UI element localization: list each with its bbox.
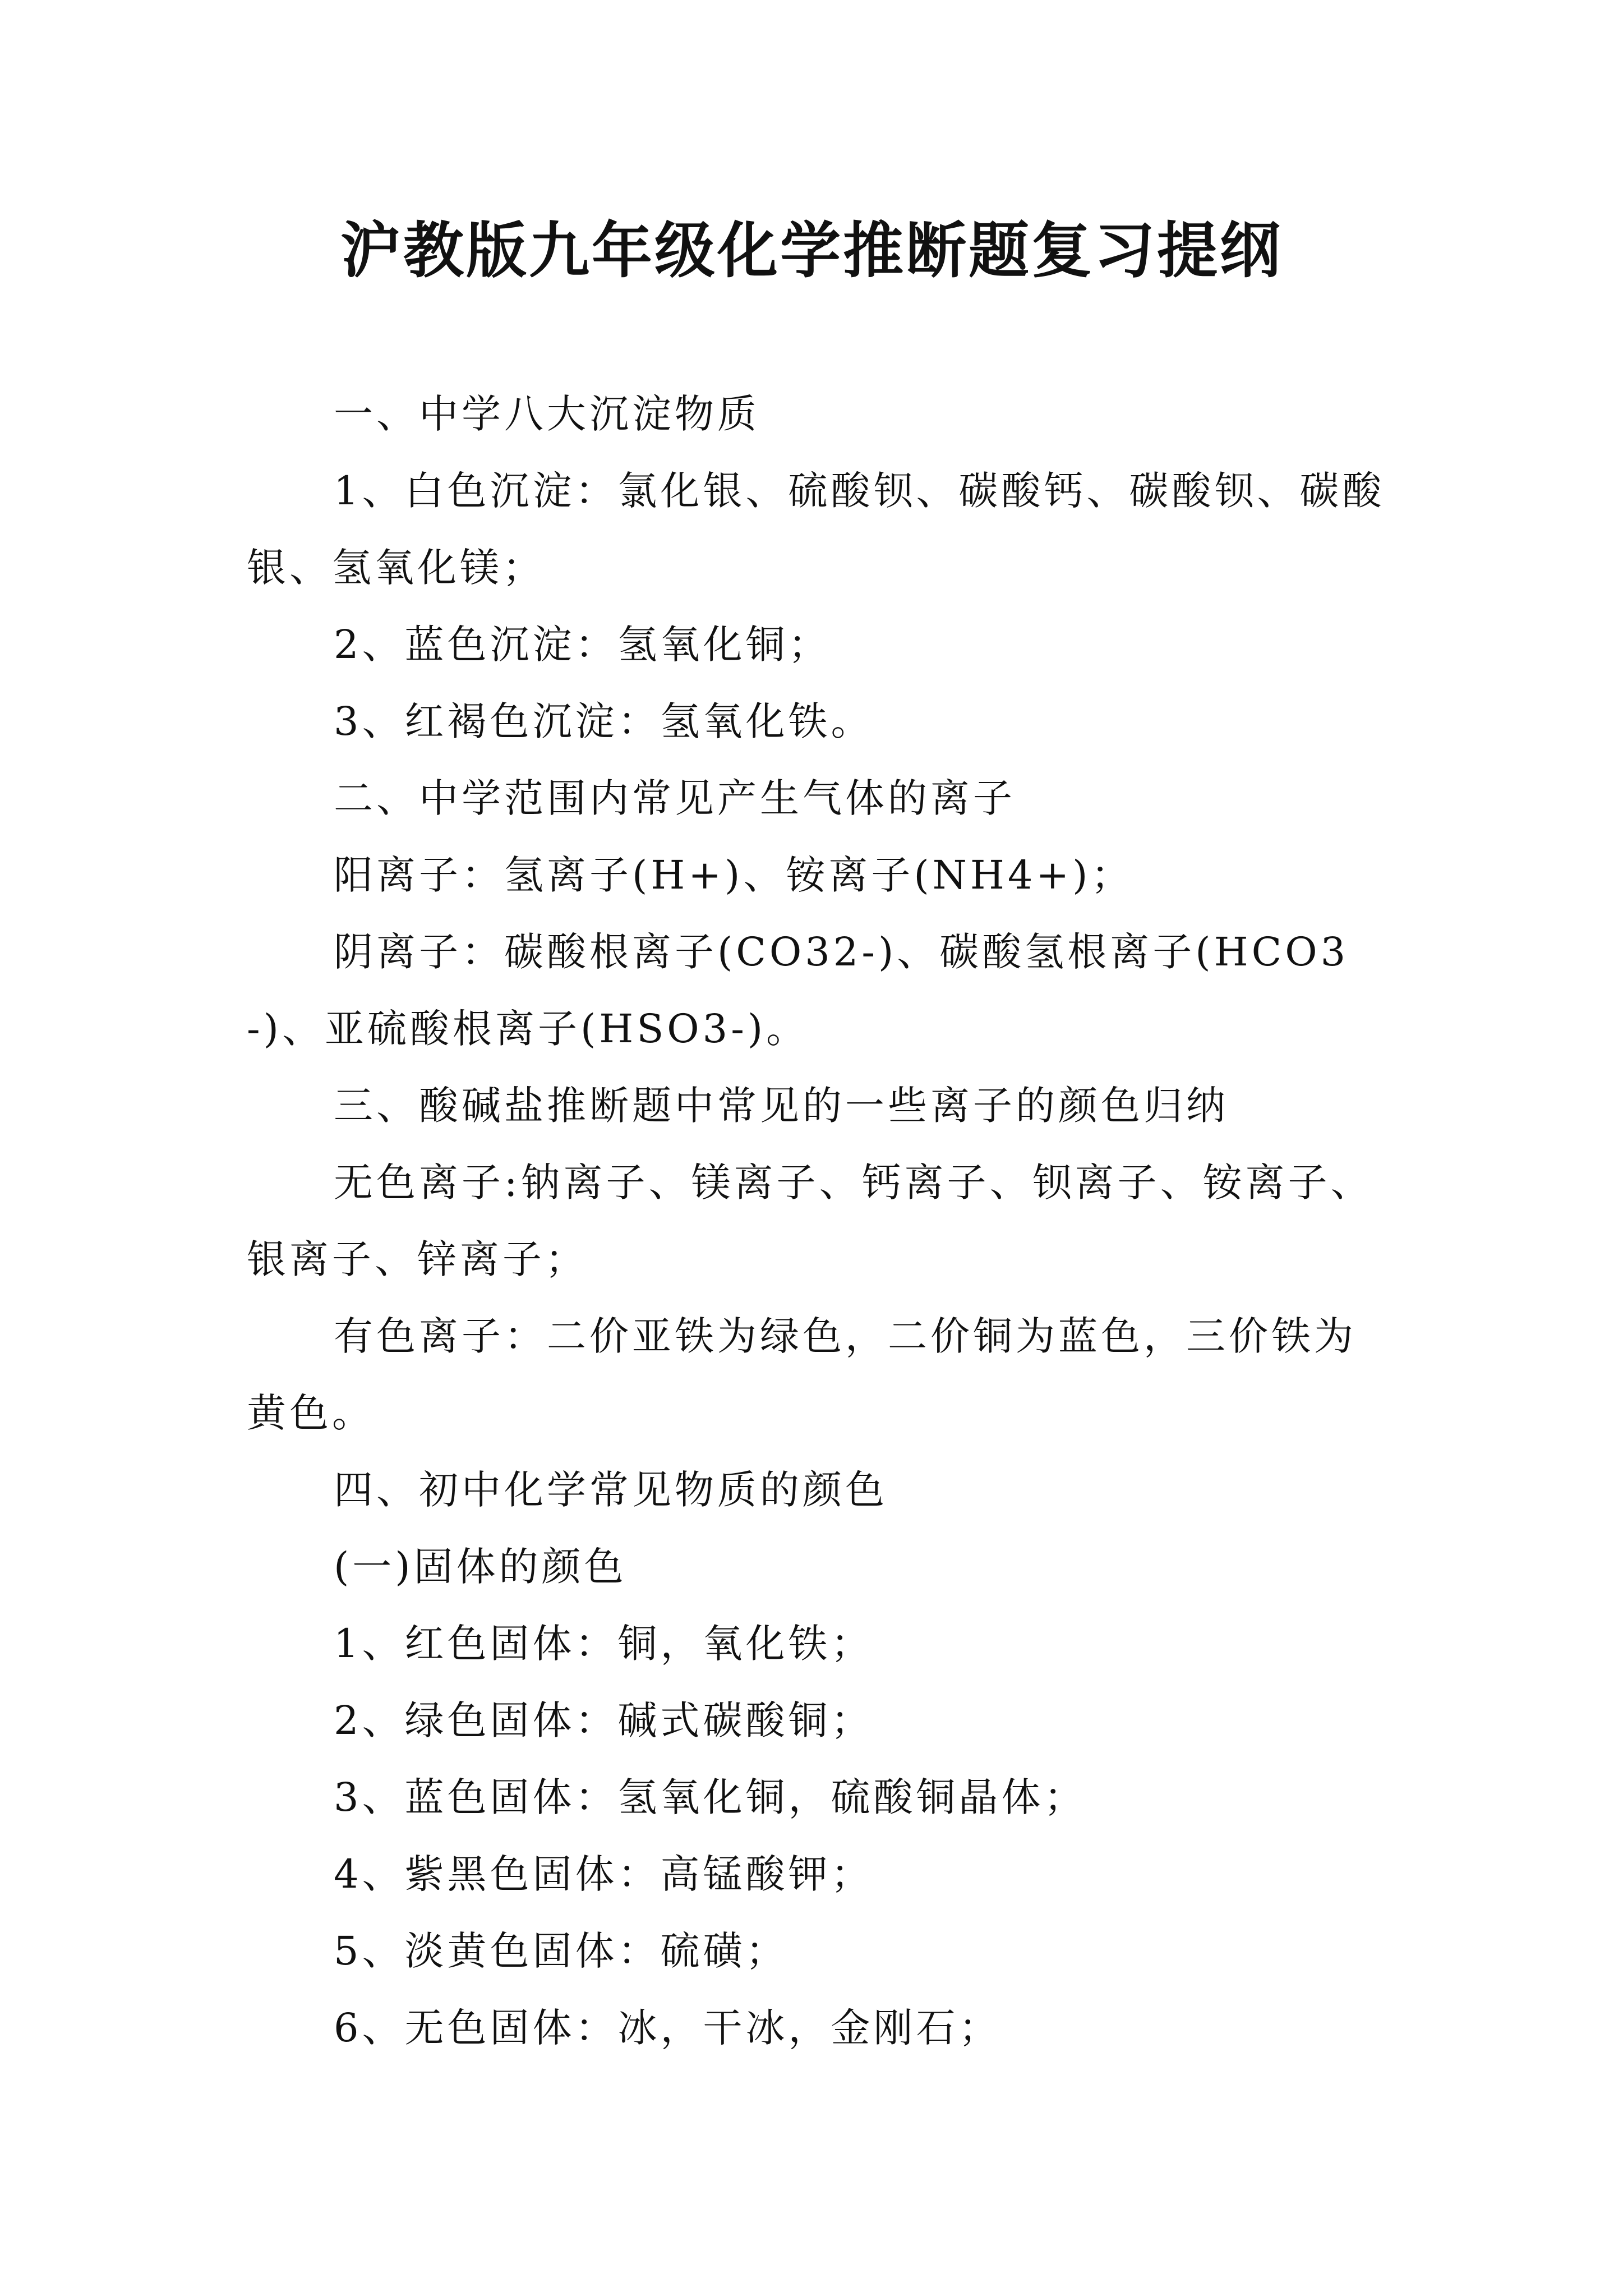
- paragraph-blue-solid: 3、蓝色固体：氢氧化铜，硫酸铜晶体；: [334, 1774, 1087, 1820]
- paragraph-colorless-solid: 6、无色固体：冰，干冰，金刚石；: [334, 2005, 1002, 2051]
- paragraph-red-brown-precipitate: 3、红褐色沉淀：氢氧化铁。: [334, 698, 874, 744]
- paragraph-green-solid: 2、绿色固体：碱式碳酸铜；: [334, 1697, 874, 1743]
- subsection-heading-solid-colors: (一)固体的颜色: [334, 1544, 627, 1590]
- paragraph-red-solid: 1、红色固体：铜，氧化铁；: [334, 1621, 874, 1667]
- paragraph-anions: 阴离子：碳酸根离子(CO32-)、碳酸氢根离子(HCO3-)、亚硫酸根离子(HSO3-)。: [247, 929, 1349, 1052]
- paragraph-white-precipitate: 1、白色沉淀：氯化银、硫酸钡、碳酸钙、碳酸钡、碳酸银、氢氧化镁；: [247, 468, 1385, 591]
- document-title: 沪教版九年级化学推断题复习提纲: [340, 215, 1283, 286]
- paragraph-purple-black-solid: 4、紫黑色固体：高锰酸钾；: [334, 1851, 874, 1897]
- section-heading-substance-colors: 四、初中化学常见物质的颜色: [334, 1467, 888, 1513]
- paragraph-pale-yellow-solid: 5、淡黄色固体：硫磺；: [334, 1928, 789, 1974]
- section-heading-gas-ions: 二、中学范围内常见产生气体的离子: [334, 775, 1016, 821]
- section-heading-precipitates: 一、中学八大沉淀物质: [334, 391, 760, 437]
- paragraph-cations: 阳离子：氢离子(H+)、铵离子(NH4+)；: [334, 852, 1134, 898]
- paragraph-colored-ions: 有色离子：二价亚铁为绿色，二价铜为蓝色，三价铁为黄色。: [247, 1313, 1357, 1436]
- section-heading-ion-colors: 三、酸碱盐推断题中常见的一些离子的颜色归纳: [334, 1083, 1229, 1129]
- paragraph-blue-precipitate: 2、蓝色沉淀：氢氧化铜；: [334, 622, 831, 668]
- paragraph-colorless-ions: 无色离子:钠离子、镁离子、钙离子、钡离子、铵离子、银离子、锌离子；: [247, 1159, 1373, 1282]
- document-body: [247, 376, 1391, 2067]
